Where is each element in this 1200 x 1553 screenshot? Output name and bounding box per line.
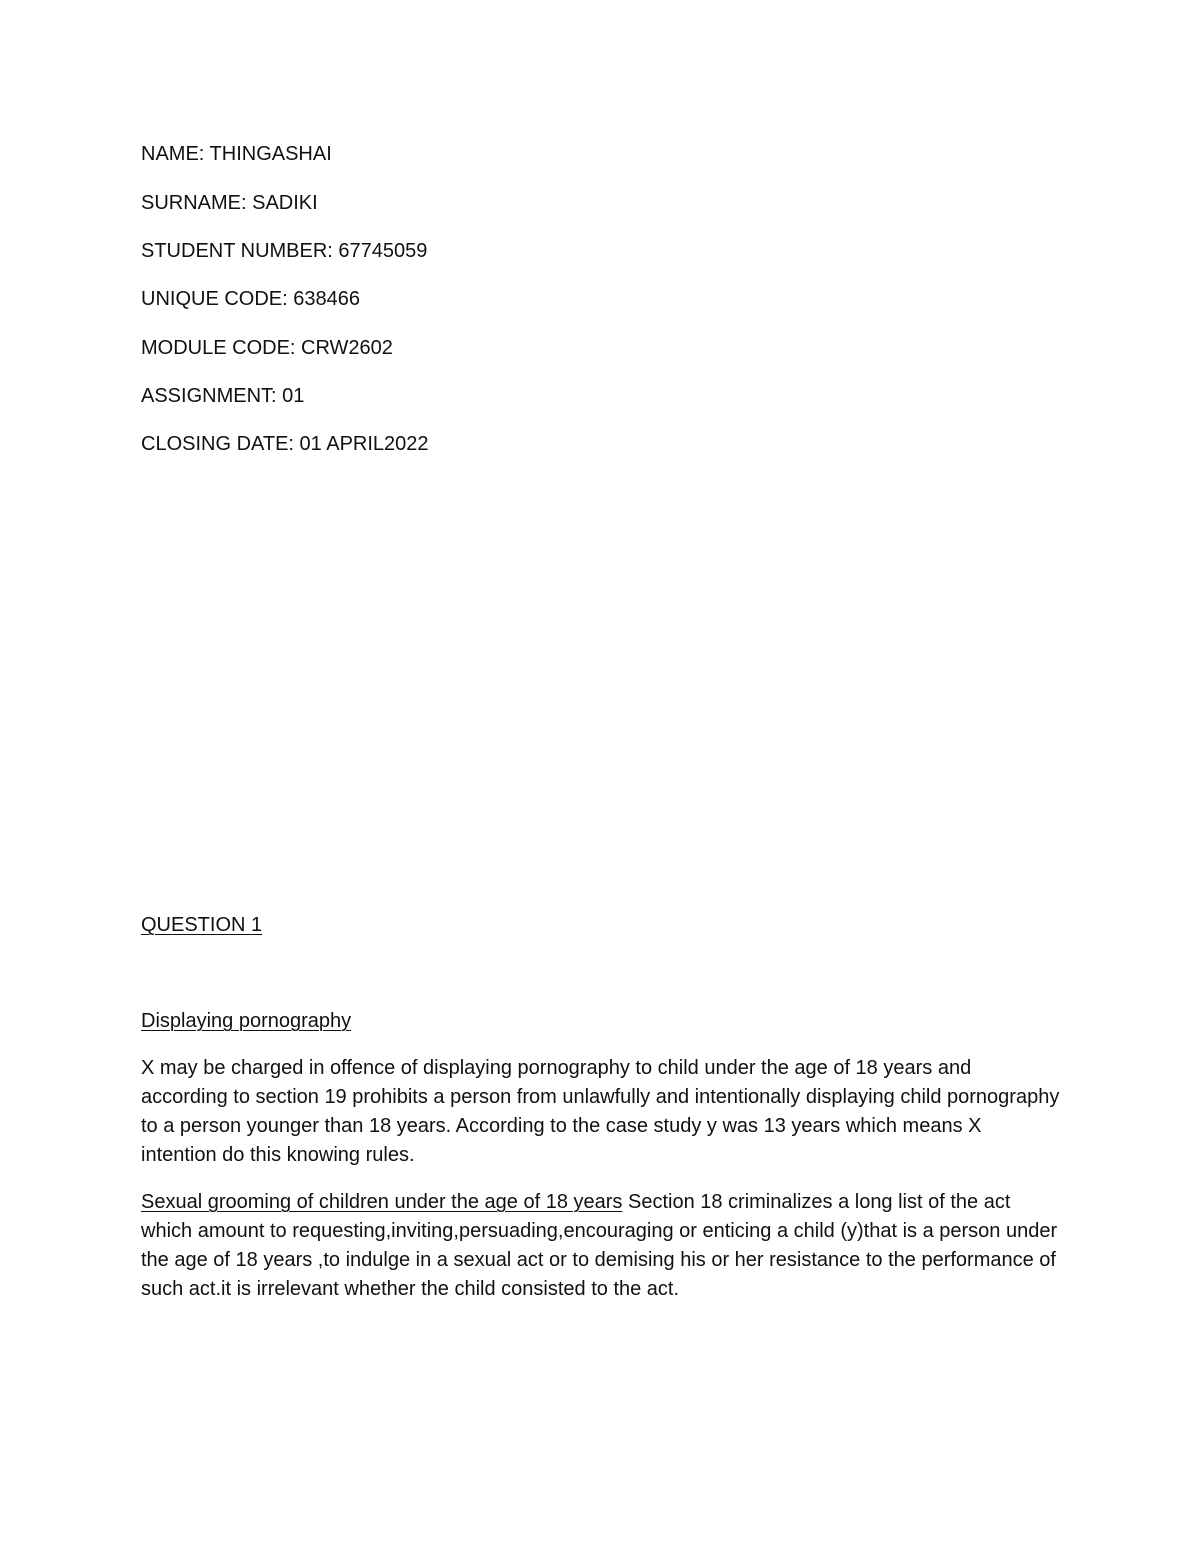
- unique-code: UNIQUE CODE: 638466: [141, 288, 360, 310]
- student-name: NAME: THINGASHAI: [141, 143, 332, 165]
- closing-date: CLOSING DATE: 01 APRIL2022: [141, 433, 429, 455]
- module-code: MODULE CODE: CRW2602: [141, 337, 393, 359]
- assignment-number: ASSIGNMENT: 01: [141, 385, 305, 407]
- section-sexual-grooming: [141, 1188, 1061, 1304]
- student-number: STUDENT NUMBER: 67745059: [141, 240, 428, 262]
- section-body-sexual-grooming: Section 18 criminalizes a long list of the act which amount to requesting,inviting,persuading,encouraging or enticing a child (y)that is a person under the age of 18 years ,to indulge in a sexual act or to demising his or her resistance to the performance of such act.it is irrelevant whether the child consisted to the act.: [141, 1191, 1058, 1300]
- section-heading-displaying-pornography: Displaying pornography: [141, 1010, 352, 1032]
- section-heading-sexual-grooming: Sexual grooming of children under the age of 18 years: [141, 1191, 623, 1213]
- student-surname: SURNAME: SADIKI: [141, 192, 318, 214]
- section-body-displaying-pornography: X may be charged in offence of displaying pornography to child under the age of 18 years and according to section 19 prohibits a person from unlawfully and intentionally displaying child pornography to a person younger than 18 years. According to the case study y was 13 years which means X intention do this knowing rules.: [141, 1057, 1060, 1166]
- question-title: QUESTION 1: [141, 914, 263, 936]
